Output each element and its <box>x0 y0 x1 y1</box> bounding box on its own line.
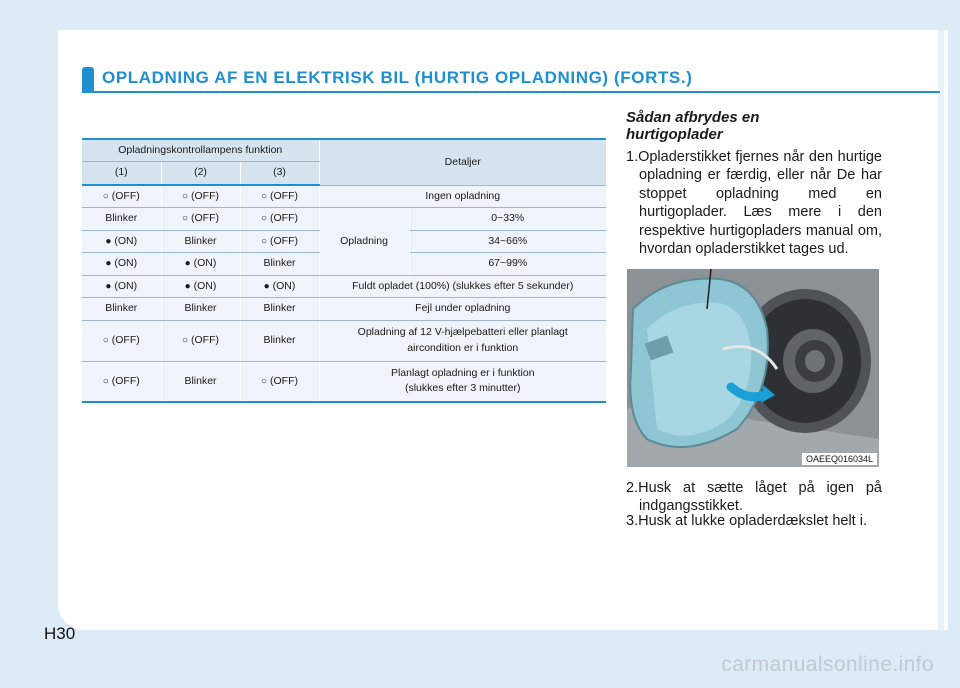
indicator-cell <box>161 185 240 208</box>
lamp-on-icon: ● <box>184 280 191 292</box>
subheading-line: hurtigoplader <box>626 126 723 144</box>
detail-cell: 0~33% <box>409 208 606 231</box>
indicator-state-label: (OFF) <box>191 212 220 224</box>
detail-cell: Fejl under opladning <box>319 298 606 321</box>
indicator-state-label: (OFF) <box>191 333 220 346</box>
charging-indicator-table <box>82 138 606 403</box>
indicator-state-label: Blinker <box>184 234 217 247</box>
indicator-state-label: Blinker <box>105 212 138 225</box>
indicator-state-label: (ON) <box>114 234 138 247</box>
indicator-cell <box>161 361 240 402</box>
indicator-state-label: Blinker <box>184 302 217 315</box>
lamp-off-icon: ○ <box>181 334 189 346</box>
lamp-on-icon: ● <box>263 280 270 292</box>
indicator-cell <box>82 230 161 253</box>
indicator-cell <box>82 275 161 298</box>
indicator-state-label: (OFF) <box>191 189 220 202</box>
indicator-cell <box>240 253 319 276</box>
indicator-cell <box>82 185 161 208</box>
lamp-off-icon: ○ <box>260 190 268 202</box>
indicator-header-2: (2) <box>161 161 240 185</box>
indicator-cell <box>82 320 161 361</box>
lamp-on-icon: ● <box>105 235 112 247</box>
indicator-state-label: (ON) <box>193 257 217 269</box>
lamp-off-icon: ○ <box>102 190 109 202</box>
indicator-cell <box>82 208 161 231</box>
section-title: OPLADNING AF EN ELEKTRISK BIL (HURTIG OPLADNING) (FORTS.) <box>102 68 693 87</box>
detail-cell: 67~99% <box>409 253 606 276</box>
indicator-cell <box>240 298 319 321</box>
indicator-state-label: (OFF) <box>111 333 140 346</box>
indicator-state-label: Blinker <box>263 257 296 270</box>
detail-line: aircondition er i funktion <box>407 341 519 354</box>
lamp-off-icon: ○ <box>181 213 189 224</box>
indicator-cell <box>161 253 240 276</box>
lamp-off-icon: ○ <box>181 190 189 202</box>
detail-line: Opladning af 12 V-hjælpebatteri eller planlagt <box>357 326 568 339</box>
indicator-cell <box>161 298 240 321</box>
indicator-state-label: (OFF) <box>111 374 140 387</box>
charging-port-drawing <box>627 269 879 467</box>
lamp-off-icon: ○ <box>260 235 268 247</box>
step-3-text: 3.Husk at lukke opladerdækslet helt i. <box>626 513 867 529</box>
lamp-on-icon: ● <box>184 258 191 269</box>
indicator-header-1: (1) <box>82 161 161 185</box>
header-accent-bar <box>82 67 94 93</box>
detail-cell: Ingen opladning <box>319 185 606 208</box>
detail-line: (slukkes efter 3 minutter) <box>404 382 521 395</box>
indicator-header-3: (3) <box>240 161 319 185</box>
figure-code: OAEEQ016034L <box>802 453 877 465</box>
indicator-state-label: (ON) <box>272 279 296 292</box>
indicator-group-header: Opladningskontrollampens funktion <box>82 139 319 161</box>
step-2-text: 2.Husk at sætte låget på igen på indgangsstikket. <box>626 480 882 515</box>
indicator-state-label: (OFF) <box>270 212 299 224</box>
indicator-cell <box>240 185 319 208</box>
indicator-state-label: Blinker <box>105 302 138 315</box>
indicator-cell <box>82 253 161 276</box>
subheading-line: Sådan afbrydes en <box>626 109 760 126</box>
table-row <box>82 298 606 321</box>
indicator-state-label: (OFF) <box>111 189 140 202</box>
step-1-text: 1.Opladerstikket fjernes når den hurtige opladning er færdig, eller når De har stoppet opladning med en hurtigoplader. Læs mere i den respektive hurtigopladers manual om, hvordan opladerstikket tages ud. <box>626 149 882 258</box>
indicator-state-label: (ON) <box>114 257 138 269</box>
detail-line: Planlagt opladning er i funktion <box>390 367 535 380</box>
indicator-cell <box>82 298 161 321</box>
indicator-cell <box>240 208 319 231</box>
lamp-off-icon: ○ <box>102 375 109 387</box>
table-row <box>82 320 606 361</box>
detail-cell <box>319 361 606 402</box>
lamp-off-icon: ○ <box>260 213 268 224</box>
table-row <box>82 208 606 231</box>
page-number: H30 <box>44 624 76 643</box>
indicator-cell <box>161 275 240 298</box>
indicator-cell <box>161 320 240 361</box>
indicator-state-label: Blinker <box>263 333 296 346</box>
table-row <box>82 185 606 208</box>
watermark: carmanualsonline.info <box>721 653 934 676</box>
lamp-on-icon: ● <box>105 280 112 292</box>
indicator-cell <box>240 361 319 402</box>
indicator-cell <box>82 361 161 402</box>
table-row <box>82 275 606 298</box>
indicator-cell <box>240 320 319 361</box>
indicator-state-label: Blinker <box>263 302 296 315</box>
indicator-state-label: (ON) <box>114 279 138 292</box>
lamp-on-icon: ● <box>105 258 112 269</box>
details-header: Detaljer <box>319 139 606 185</box>
indicator-state-label: Blinker <box>184 374 217 387</box>
indicator-cell <box>240 275 319 298</box>
indicator-cell <box>161 208 240 231</box>
detail-cell <box>319 320 606 361</box>
header-rule <box>82 91 940 93</box>
subheading <box>626 109 886 144</box>
detail-cell: 34~66% <box>409 230 606 253</box>
merged-opladning-cell: Opladning <box>319 208 409 276</box>
indicator-state-label: (OFF) <box>270 234 299 247</box>
indicator-cell <box>161 230 240 253</box>
side-tab-stripe <box>938 30 944 630</box>
detail-cell: Fuldt opladet (100%) (slukkes efter 5 sekunder) <box>319 275 606 298</box>
charging-port-illustration <box>627 269 879 467</box>
table-row <box>82 361 606 402</box>
lamp-off-icon: ○ <box>102 334 109 346</box>
indicator-state-label: (ON) <box>193 279 217 292</box>
indicator-state-label: (OFF) <box>270 374 299 387</box>
indicator-state-label: (OFF) <box>270 189 299 202</box>
indicator-cell <box>240 230 319 253</box>
lamp-off-icon: ○ <box>260 375 268 387</box>
